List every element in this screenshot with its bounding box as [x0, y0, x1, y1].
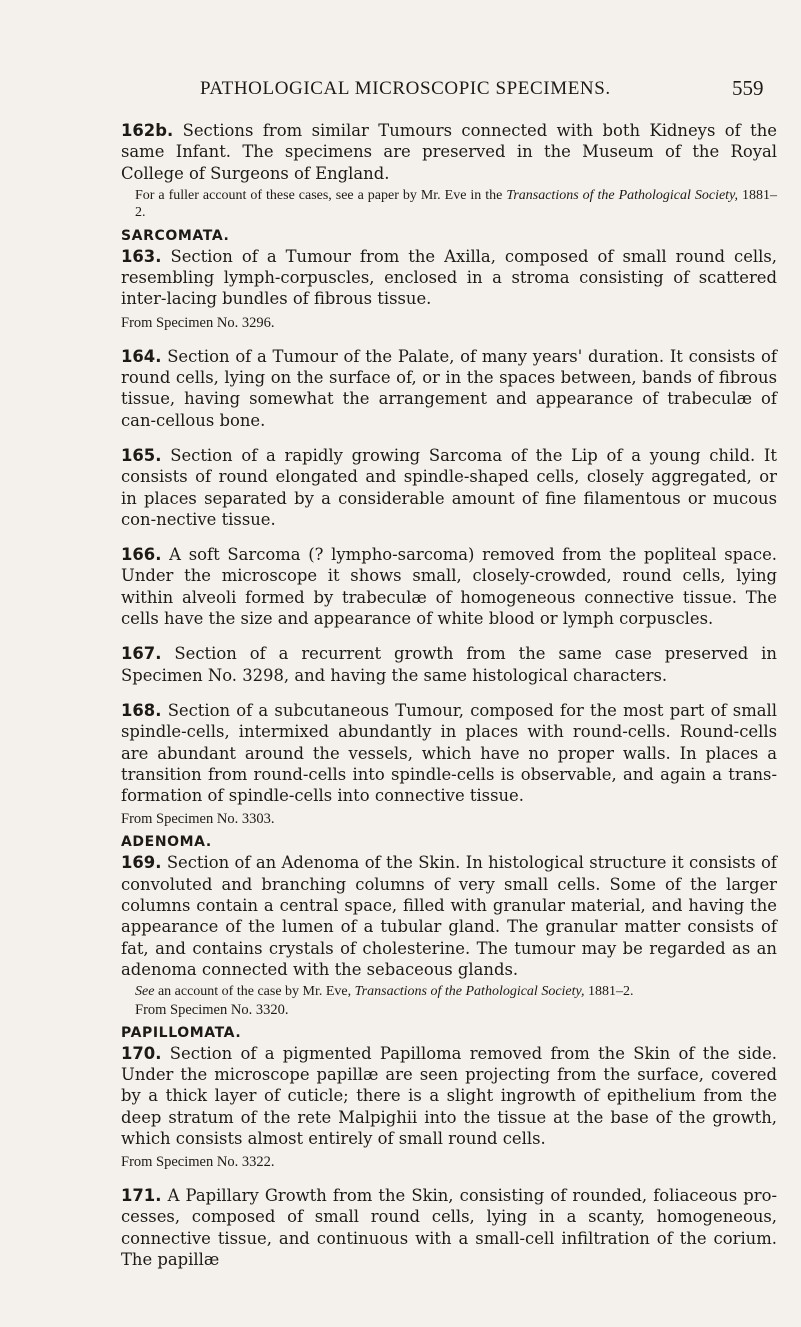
page-content	[121, 120, 777, 1284]
entry-text: Sections from similar Tumours connected with both Kidneys of the same Infant. The specimens are preserved in the Museum of the Royal College of Surgeons of England.	[121, 121, 777, 183]
note-see: See	[135, 984, 155, 1000]
entry-body	[121, 1185, 777, 1270]
note-journal: Transactions of the Pathological Society,	[506, 187, 739, 203]
note-text: an account of the case by Mr. Eve,	[154, 984, 355, 1000]
entry-number: 168.	[121, 700, 162, 720]
entry-number: 166.	[121, 545, 162, 565]
entry-number: 167.	[121, 644, 162, 664]
specimen-reference: From Specimen No. 3303.	[121, 811, 275, 828]
entry-text: Section of an Adenoma of the Skin. In histological structure it consists of convoluted and branching columns of very small cells. Some of the larger columns contain a central space, filled with granular material, and having the appearance of the lumen of a tubular gland. The granular matter consists of fat, and contains crystals of cholesterine. The tumour may be regarded as an adenoma connected with the sebaceous glands.	[121, 853, 777, 979]
entry-162b	[121, 120, 777, 222]
specimen-reference: From Specimen No. 3320.	[135, 1001, 289, 1018]
entry-body	[121, 445, 777, 530]
entry-171	[121, 1185, 777, 1270]
page-number: 559	[732, 76, 764, 100]
entry-text: Section of a Tumour from the Axilla, composed of small round cells, resembling lymph-corpuscles, enclosed in a stroma consisting of scattered inter-lacing bundles of fibrous tissue.	[121, 246, 777, 309]
note-year: 1881–2.	[584, 984, 634, 1000]
entry-163	[121, 246, 777, 332]
entry-text: Section of a Tumour of the Palate, of many years' duration. It consists of round cells, lying on the surface of, or in the spaces between, bands of fibrous tissue, having somewhat the arrangement and appearance of trabeculæ of can-cellous bone.	[121, 346, 777, 430]
entry-170	[121, 1043, 777, 1171]
section-heading-adenoma: ADENOMA.	[121, 834, 212, 851]
section-heading-sarcomata: SARCOMATA.	[121, 227, 230, 244]
entry-text: A soft Sarcoma (? lympho-sarcoma) removed from the popliteal space. Under the microscope it shows small, closely-crowded, round cells, lying within alveoli formed by trabeculæ of homogeneous connective tissue. The cells have the size and appearance of white blood or lymph corpuscles.	[121, 545, 777, 629]
entry-body	[121, 120, 777, 184]
entry-body	[121, 246, 777, 310]
entry-number: 164.	[121, 346, 162, 366]
entry-165	[121, 445, 777, 530]
entry-note	[121, 983, 777, 1001]
specimen-reference: From Specimen No. 3296.	[121, 314, 275, 331]
note-year: 1881–2.	[135, 187, 777, 221]
entry-text: Section of a subcutaneous Tumour, composed for the most part of small spindle-cells, intermixed abundantly in places with round-cells. Round-cells are abundant around the vessels, which have no proper walls. In places a transition from round-cells into spindle-cells is observable, and again a trans-formation of spindle-cells into connective tissue.	[121, 700, 777, 806]
entry-number: 170.	[121, 1043, 162, 1063]
entry-164	[121, 346, 777, 431]
entry-body	[121, 643, 777, 686]
entry-number: 165.	[121, 445, 162, 465]
note-text: For a fuller account of these cases, see a paper by Mr. Eve in the	[135, 187, 507, 203]
entry-167	[121, 643, 777, 686]
entry-number: 163.	[121, 246, 162, 266]
entry-text: Section of a pigmented Papilloma removed from the Skin of the side. Under the microscope papillæ are seen projecting from the surface, covered by a thick layer of cuticle; there is a slight ingrowth of epithelium from the deep stratum of the rete Malpighii into the tissue at the base of the growth, which consists almost entirely of small round cells.	[121, 1043, 777, 1148]
entry-number: 169.	[121, 853, 162, 873]
specimen-reference: From Specimen No. 3322.	[121, 1154, 275, 1171]
entry-text: Section of a rapidly growing Sarcoma of the Lip of a young child. It consists of round elongated and spindle-shaped cells, closely aggregated, or in places separated by a considerable amount of fine filamentous or mucous con-nective tissue.	[121, 445, 777, 529]
entry-note	[121, 187, 777, 222]
note-journal: Transactions of the Pathological Society,	[354, 984, 585, 1000]
entry-text: A Papillary Growth from the Skin, consisting of rounded, foliaceous pro-cesses, composed of small round cells, lying in a scanty, homogeneous, connective tissue, and continuous with a small-cell infiltration of the corium. The papillæ	[121, 1186, 777, 1270]
section-heading-papillomata: PAPILLOMATA.	[121, 1024, 242, 1041]
entry-number: 162b.	[121, 121, 174, 140]
entry-166	[121, 544, 777, 629]
running-title: PATHOLOGICAL MICROSCOPIC SPECIMENS.	[200, 78, 611, 99]
entry-169	[121, 852, 777, 1018]
entry-number: 171.	[121, 1186, 162, 1206]
entry-168	[121, 700, 777, 828]
entry-body	[121, 700, 777, 806]
entry-body	[121, 852, 777, 980]
entry-body	[121, 1043, 777, 1149]
entry-text: Section of a recurrent growth from the same case preserved in Specimen No. 3298, and having the same histological characters.	[121, 644, 777, 685]
entry-body	[121, 346, 777, 431]
entry-body	[121, 544, 777, 629]
